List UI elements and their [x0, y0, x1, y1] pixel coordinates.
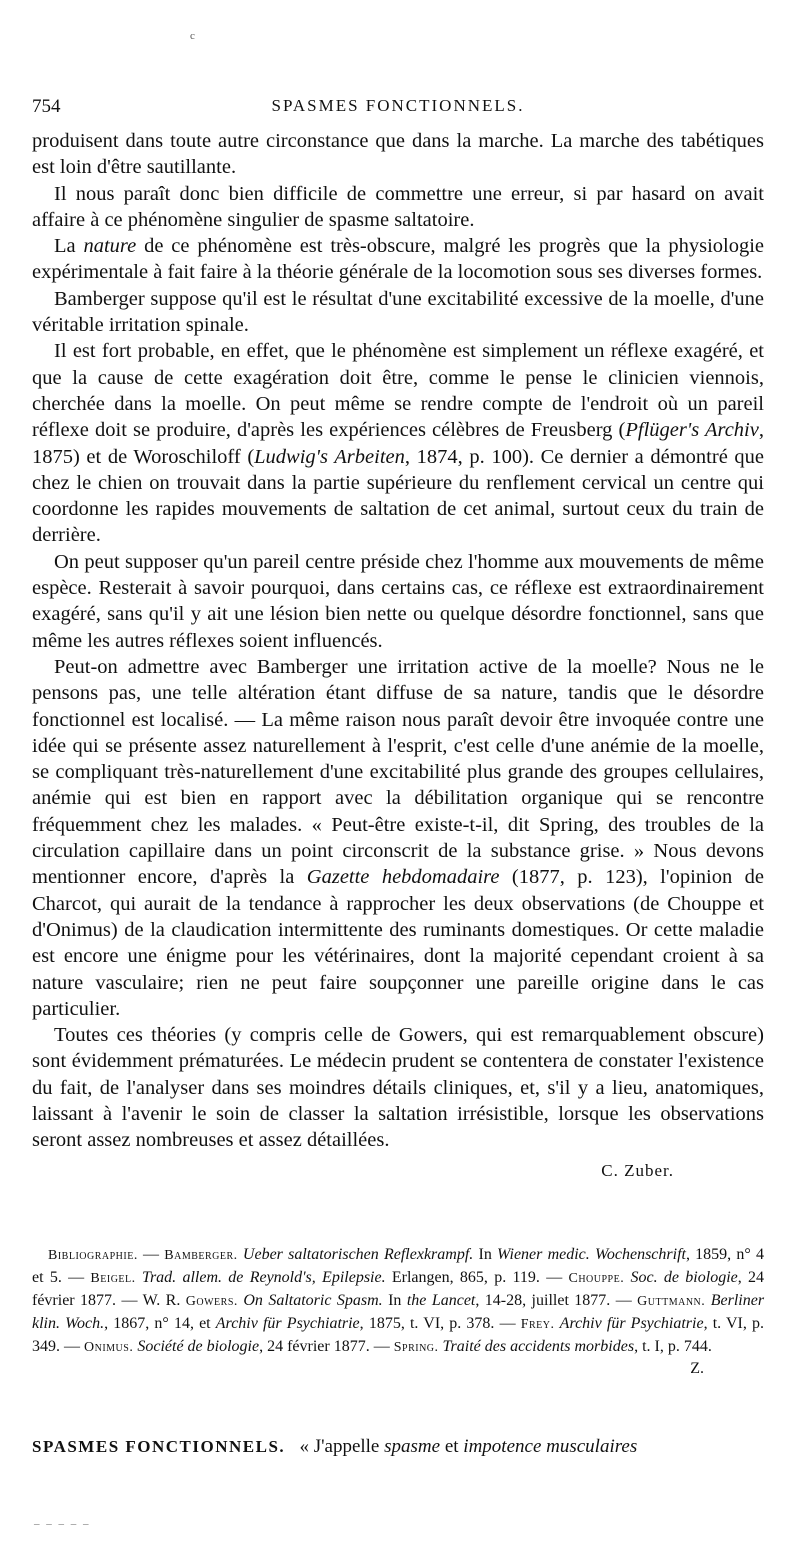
paragraph: Il nous paraît donc bien difficile de commettre une erreur, si par hasard on avait affaire à ce phénomène singulier de spasme saltatoire. [32, 182, 764, 231]
running-head: SPASMES FONCTIONNELS. [271, 96, 525, 115]
bibliography-signature: Z. [690, 1360, 704, 1377]
paragraph: Il est fort probable, en effet, que le phénomène est simplement un réflexe exagéré, et que la cause de cette exagération doit être, comme le pense le clinicien viennois, cherchée dans la moelle. On peut même se rendre compte de l'endroit où un pareil réflexe doit se produire, d'après les expériences célèbres de Freusberg (Pflüger's Archiv, 1875) et de Woroschiloff (Ludwig's Arbeiten, 1874, p. 100). Ce dernier a démontré que chez le chien on trouvait dans la partie supérieure du renflement cervical un centre qui coordonne les rapides mouvements de saltation de cet animal, surtout ceux du train de derrière. [32, 340, 764, 547]
bibliography: Bibliographie. — Bamberger. Ueber saltatorischen Reflexkrampf. In Wiener medic. Wochenschrift, 1859, n° 4 et 5. — Beigel. Trad. allem. de Reynold's, Epilepsie. Erlangen, 865, p. 119. — Chouppe. Soc. de biologie, 24 février 1877. — W. R. Gowers. On Saltatoric Spasm. In the Lancet, 14-28, juillet 1877. — Guttmann. Berliner klin. Woch., 1867, n° 14, et Archiv für Psychiatrie, 1875, t. VI, p. 378. — Frey. Archiv für Psychiatrie, t. VI, p. 349. — Onimus. Société de biologie, 24 février 1877. — Spring. Traité des accidents morbides, t. I, p. 744. Z. [32, 1246, 765, 1377]
author-signature: C. Zuber. [601, 1160, 674, 1180]
paragraph: On peut supposer qu'un pareil centre préside chez l'homme aux mouvements de même espèce. Resterait à savoir pourquoi, dans certains cas, ce réflexe est extraordinairement exagéré, sans qu'il y ait une lésion bien nette ou quelque désordre fonctionnel, sans que même les autres réflexes soient influencés. [32, 550, 764, 652]
footer-mark: – – – – – [34, 1518, 91, 1530]
paragraph: Bamberger suppose qu'il est le résultat d'une excitabilité excessive de la moelle, d'une véritable irritation spinale. [32, 287, 764, 337]
next-article-headword: SPASMES FONCTIONNELS. [32, 1437, 286, 1456]
page-number: 754 [32, 96, 61, 117]
top-mark: c [190, 30, 195, 42]
paragraph: La nature de ce phénomène est très-obscure, malgré les progrès que la physiologie expérimentale à fait faire à la théorie générale de la locomotion sous ses diverses formes. [32, 235, 764, 284]
article-body [32, 128, 764, 1184]
paragraph: produisent dans toute autre circonstance que dans la marche. La marche des tabétiques est loin d'être sautillante. [32, 130, 764, 179]
next-article-start: SPASMES FONCTIONNELS. « J'appelle spasme et impotence musculaires [32, 1436, 638, 1457]
paragraph: Peut-on admettre avec Bamberger une irritation active de la moelle? Nous ne le pensons pas, une telle altération étant diffuse de sa nature, tandis que le désordre fonctionnel est localisé. — La même raison nous paraît devoir être invoquée contre une idée qui se présente assez naturellement à l'esprit, c'est celle d'une anémie de la moelle, se compliquant très-naturellement d'une excitabilité plus grande des groupes cellulaires, anémie qui est bien en rapport avec la débilitation organique qui se rencontre fréquemment chez les malades. « Peut-être existe-t-il, dit Spring, des troubles de la circulation capillaire dans un point circonscrit de la substance grise. » Nous devons mentionner encore, d'après la Gazette hebdomadaire (1877, p. 123), l'opinion de Charcot, qui aurait de la tendance à rapprocher les deux observations (de Chouppe et d'Onimus) de la claudication intermittente des ruminants domestiques. Or cette maladie est encore une énigme pour les vétérinaires, dont la majorité cependant croient à sa nature vasculaire; rien ne peut faire soupçonner une pareille origine dans le cas particulier. [32, 655, 764, 1020]
paragraph: Toutes ces théories (y compris celle de Gowers, qui est remarquablement obscure) sont évidemment prématurées. Le médecin prudent se contentera de constater l'existence du fait, de l'analyser dans ses moindres détails cliniques, et, s'il y a lieu, anatomiques, laissant à l'avenir le soin de classer la saltation irrésistible, lorsque les observations seront assez nombreuses et assez détaillées. [32, 1024, 764, 1152]
page-header [32, 96, 764, 120]
